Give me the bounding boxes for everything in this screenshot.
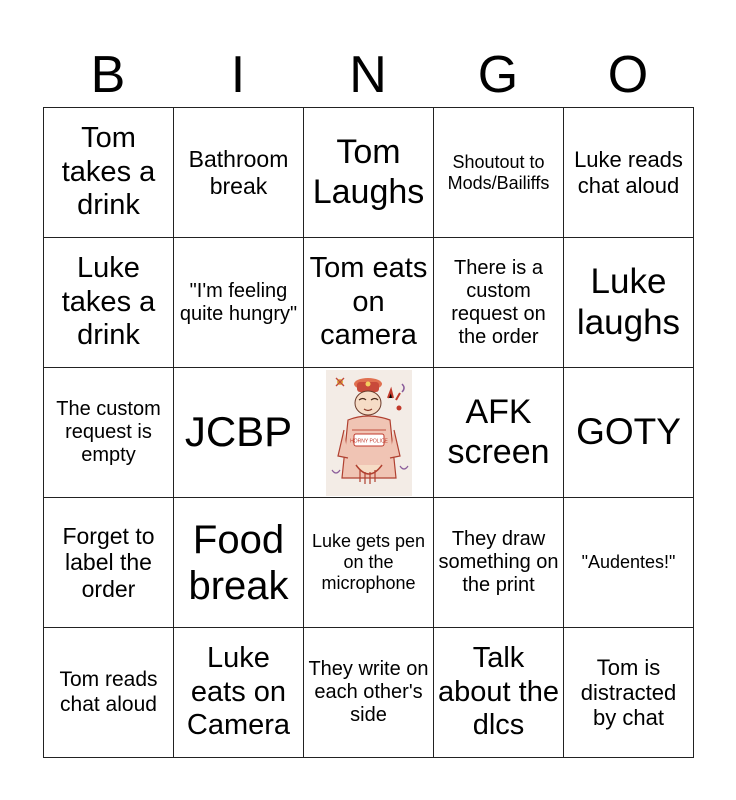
- bingo-cell[interactable]: Luke reads chat aloud: [564, 108, 694, 238]
- bingo-cell[interactable]: Luke gets pen on the microphone: [304, 498, 434, 628]
- grid-row: [44, 498, 694, 628]
- bingo-cell[interactable]: Tom is distracted by chat: [564, 628, 694, 758]
- bingo-cell[interactable]: They draw something on the print: [434, 498, 564, 628]
- bingo-cell[interactable]: Shoutout to Mods/Bailiffs: [434, 108, 564, 238]
- bingo-cell[interactable]: Luke takes a drink: [44, 238, 174, 368]
- bingo-cell[interactable]: Forget to label the order: [44, 498, 174, 628]
- grid-row: [44, 238, 694, 368]
- header-letter-i: I: [230, 46, 246, 104]
- bingo-cell[interactable]: The custom request is empty: [44, 368, 174, 498]
- bingo-cell[interactable]: Tom eats on camera: [304, 238, 434, 368]
- bingo-cell[interactable]: "I'm feeling quite hungry": [174, 238, 304, 368]
- bingo-cell[interactable]: Luke laughs: [564, 238, 694, 368]
- bingo-cell[interactable]: Talk about the dlcs: [434, 628, 564, 758]
- horny-police-icon: [326, 370, 412, 496]
- grid-row: [44, 628, 694, 758]
- free-space-cell[interactable]: [304, 368, 434, 498]
- bingo-cell[interactable]: They write on each other's side: [304, 628, 434, 758]
- bingo-cell[interactable]: JCBP: [174, 368, 304, 498]
- horny-police-badge-text: HORNY POLICE: [349, 438, 388, 444]
- bingo-cell[interactable]: GOTY: [564, 368, 694, 498]
- bingo-cell[interactable]: AFK screen: [434, 368, 564, 498]
- header-letter-b: B: [90, 46, 126, 104]
- bingo-cell[interactable]: Tom reads chat aloud: [44, 628, 174, 758]
- bingo-cell[interactable]: Tom takes a drink: [44, 108, 174, 238]
- header-letter-g: G: [477, 46, 519, 104]
- grid-row: [44, 368, 694, 498]
- bingo-cell[interactable]: Food break: [174, 498, 304, 628]
- header-letter-n: N: [349, 46, 387, 104]
- bingo-cell[interactable]: Luke eats on Camera: [174, 628, 304, 758]
- grid-row: [44, 108, 694, 238]
- bingo-cell[interactable]: "Audentes!": [564, 498, 694, 628]
- bingo-cell[interactable]: Tom Laughs: [304, 108, 434, 238]
- bingo-header: [43, 44, 693, 106]
- header-letter-o: O: [607, 46, 649, 104]
- bingo-grid: [43, 107, 694, 758]
- bingo-cell[interactable]: There is a custom request on the order: [434, 238, 564, 368]
- bingo-cell[interactable]: Bathroom break: [174, 108, 304, 238]
